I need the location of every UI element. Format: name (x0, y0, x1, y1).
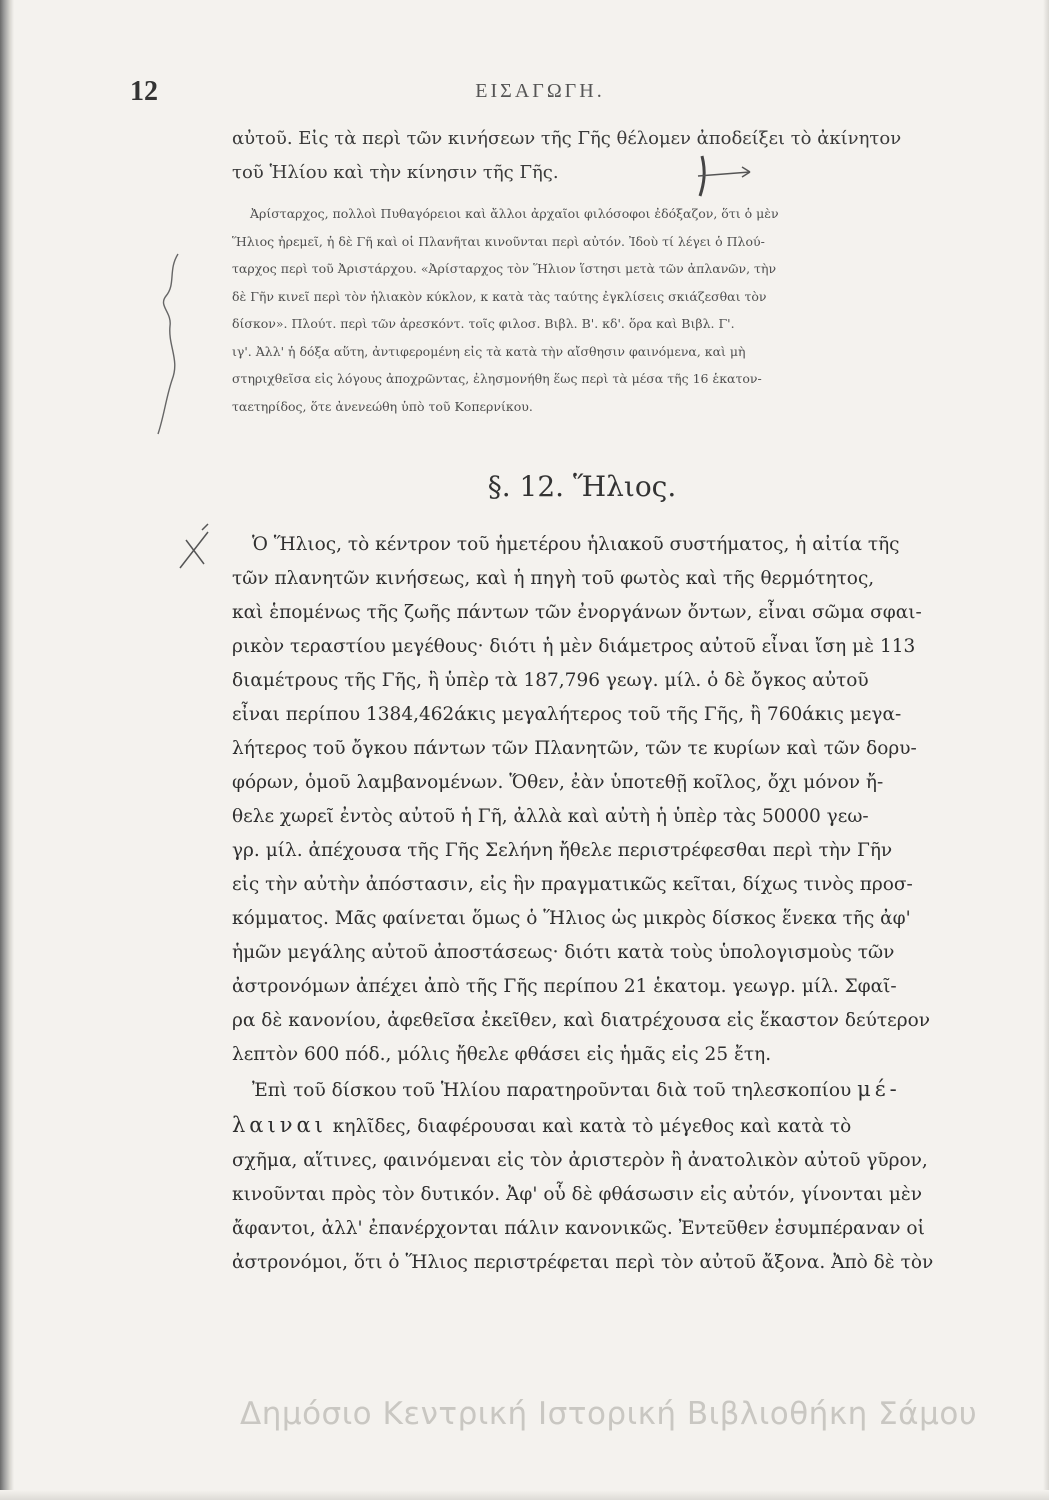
footnote-line: Ἀρίσταρχος, πολλοὶ Πυθαγόρειοι καὶ ἄλλοι ἀρχαῖοι φιλόσοφοι ἐδόξαζον, ὅτι ὁ μὲν (250, 206, 779, 221)
text-line-part: κηλῖδες, διαφέρουσαι καὶ κατὰ τὸ μέγεθος καὶ κατὰ τὸ (332, 1116, 852, 1137)
text-line: αὐτοῦ. Εἰς τὰ περὶ τῶν κινήσεων τῆς Γῆς θέλομεν ἀποδείξει τὸ ἀκίνητον (232, 128, 902, 149)
footnote-block (232, 200, 932, 420)
pencil-arrow-mark (690, 150, 770, 200)
text-line: κόμματος. Μᾶς φαίνεται ὅμως ὁ Ἥλιος ὡς μικρὸς δίσκος ἕνεκα τῆς ἀφ' (232, 908, 911, 929)
text-line: Ὁ Ἥλιος, τὸ κέντρον τοῦ ἡμετέρου ἡλιακοῦ συστήματος, ἡ αἰτία τῆς (252, 534, 900, 555)
text-line: τοῦ Ἡλίου καὶ τὴν κίνησιν τῆς Γῆς. (232, 162, 559, 183)
text-line: λεπτὸν 600 πόδ., μόλις ἤθελε φθάσει εἰς ἡμᾶς εἰς 25 ἔτη. (232, 1044, 772, 1065)
section-heading (232, 470, 932, 503)
page-header (130, 76, 950, 106)
text-line: ἡμῶν μεγάλης αὐτοῦ ἀποστάσεως· διότι κατὰ τοὺς ὑπολογισμοὺς τῶν (232, 942, 895, 963)
footnote-line: δίσκον». Πλούτ. περὶ τῶν ἀρεσκόντ. τοῖς φιλοσ. Βιβλ. Β'. κδ'. ὅρα καὶ Βιβλ. Γ'. (232, 316, 735, 331)
pencil-bracket-mark (150, 250, 190, 440)
emphasis-word: λαιναι (232, 1113, 327, 1137)
text-line: ρικὸν τεραστίου μεγέθους· διότι ἡ μὲν διάμετρος αὐτοῦ εἶναι ἴση μὲ 113 (232, 636, 916, 657)
main-paragraph (232, 528, 932, 1280)
text-line (232, 1108, 932, 1144)
binding-edge (0, 0, 14, 1500)
text-line: γρ. μίλ. ἀπέχουσα τῆς Γῆς Σελήνη ἤθελε περιστρέφεσθαι περὶ τὴν Γῆν (232, 840, 893, 861)
text-line: κινοῦνται πρὸς τὸν δυτικόν. Ἀφ' οὗ δὲ φθάσωσιν εἰς αὐτόν, γίνονται μὲν (232, 1184, 923, 1205)
pencil-cross-mark (168, 520, 218, 580)
section-title: Ἥλιος. (572, 470, 677, 503)
page-number: 12 (130, 76, 158, 107)
text-line: καὶ ἑπομένως τῆς ζωῆς πάντων τῶν ἐνοργάνων ὄντων, εἶναι σῶμα σφαι- (232, 602, 922, 623)
library-watermark: Δημόσιο Κεντρική Ιστορική Βιβλιοθήκη Σάμου (240, 1396, 978, 1432)
text-line: λήτερος τοῦ ὄγκου πάντων τῶν Πλανητῶν, τῶν τε κυρίων καὶ τῶν δορυ- (232, 738, 917, 759)
text-line: ἄφαντοι, ἀλλ' ἐπανέρχονται πάλιν κανονικῶς. Ἐντεῦθεν ἐσυμπέραναν οἱ (232, 1218, 925, 1239)
footnote-line: ιγ'. Ἀλλ' ἡ δόξα αὕτη, ἀντιφερομένη εἰς τὰ κατὰ τὴν αἴσθησιν φαινόμενα, καὶ μὴ (232, 343, 746, 359)
page-bottom-edge (0, 1490, 1049, 1500)
text-line: ἀστρονόμων ἀπέχει ἀπὸ τῆς Γῆς περίπου 21 ἑκατομ. γεωγρ. μίλ. Σφαῖ- (232, 976, 897, 997)
emphasis-word: μέ- (857, 1077, 901, 1101)
footnote-line: Ἥλιος ἠρεμεῖ, ἡ δὲ Γῆ καὶ οἱ Πλανῆται κινοῦνται περὶ αὐτόν. Ἰδοὺ τί λέγει ὁ Πλού- (232, 233, 765, 249)
text-line (232, 1072, 932, 1108)
page-edge-right (1043, 0, 1049, 1500)
text-line: διαμέτρους τῆς Γῆς, ἢ ὑπὲρ τὰ 187,796 γεωγ. μίλ. ὁ δὲ ὄγκος αὐτοῦ (232, 670, 869, 691)
text-line: θελε χωρεῖ ἐντὸς αὐτοῦ ἡ Γῆ, ἀλλὰ καὶ αὐτὴ ἡ ὑπὲρ τὰς 50000 γεω- (232, 806, 869, 827)
running-head: ΕΙΣΑΓΩΓΗ. (475, 80, 605, 102)
footnote-line: ταρχος περὶ τοῦ Ἀριστάρχου. «Ἀρίσταρχος τὸν Ἥλιον ἵστησι μετὰ τῶν ἀπλανῶν, τὴν (232, 261, 777, 276)
text-line: φόρων, ὁμοῦ λαμβανομένων. Ὅθεν, ἐὰν ὑποτεθῇ κοῖλος, ὄχι μόνον ἤ- (232, 772, 884, 793)
text-line: εἰς τὴν αὐτὴν ἀπόστασιν, εἰς ἣν πραγματικῶς κεῖται, δίχως τινὸς προσ- (232, 874, 913, 895)
text-line: εἶναι περίπου 1384,462άκις μεγαλήτερος τοῦ τῆς Γῆς, ἢ 760άκις μεγα- (232, 704, 902, 725)
text-line: τῶν πλανητῶν κινήσεως, καὶ ἡ πηγὴ τοῦ φωτὸς καὶ τῆς θερμότητος, (232, 568, 875, 589)
section-number: §. 12. (487, 470, 565, 503)
text-line: ἀστρονόμοι, ὅτι ὁ Ἥλιος περιστρέφεται περὶ τὸν αὐτοῦ ἄξονα. Ἀπὸ δὲ τὸν (232, 1252, 934, 1273)
text-line: σχῆμα, αἵτινες, φαινόμεναι εἰς τὸν ἀριστερὸν ἢ ἀνατολικὸν αὐτοῦ γῦρον, (232, 1150, 928, 1171)
text-line-part: Ἐπὶ τοῦ δίσκου τοῦ Ἡλίου παρατηροῦνται διὰ τοῦ τηλεσκοπίου (252, 1080, 852, 1101)
text-line: ρα δὲ κανονίου, ἀφεθεῖσα ἐκεῖθεν, καὶ διατρέχουσα εἰς ἕκαστον δεύτερον (232, 1010, 930, 1031)
footnote-line: στηριχθεῖσα εἰς λόγους ἀποχρῶντας, ἐλησμονήθη ἕως περὶ τὰ μέσα τῆς 16 ἑκατον- (232, 371, 762, 386)
intro-paragraph (232, 122, 932, 190)
footnote-line: δὲ Γῆν κινεῖ περὶ τὸν ἡλιακὸν κύκλον, κ κατὰ τὰς ταύτης ἐγκλίσεις σκιάζεσθαι τὸν (232, 288, 767, 304)
footnote-line: ταετηρίδος, ὅτε ἀνενεώθη ὑπὸ τοῦ Κοπερνίκου. (232, 398, 533, 414)
